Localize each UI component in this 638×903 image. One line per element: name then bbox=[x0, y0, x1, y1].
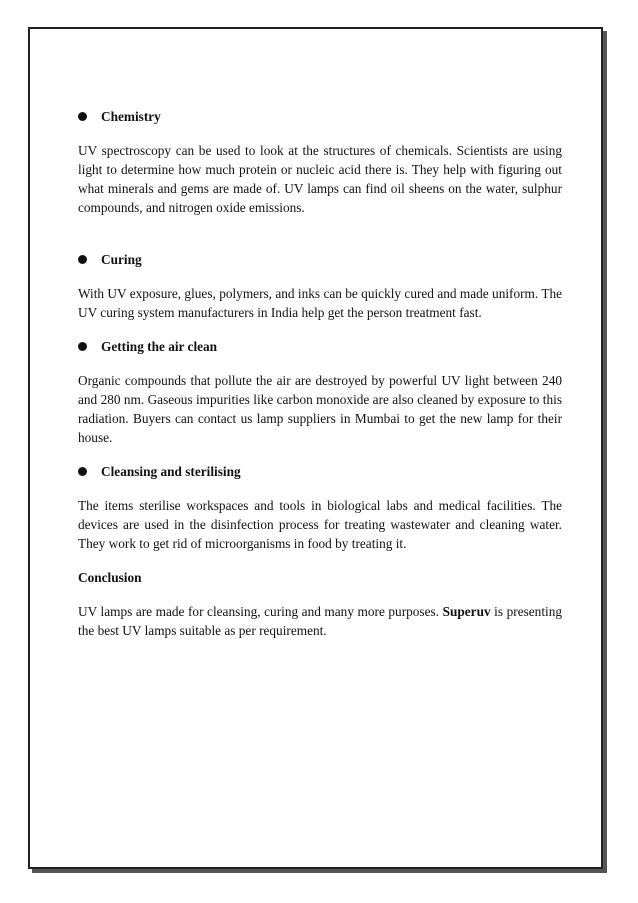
conclusion-heading: Conclusion bbox=[78, 570, 142, 585]
bullet-icon bbox=[78, 255, 87, 264]
document-content bbox=[78, 107, 562, 640]
section-heading-text: Chemistry bbox=[101, 109, 161, 124]
section-heading-text: Getting the air clean bbox=[101, 339, 218, 354]
conclusion-text-end: is presenting the best UV lamps suitable as per requirement. bbox=[78, 604, 562, 638]
section-heading-text: Cleansing and sterilising bbox=[101, 464, 241, 479]
section-heading-air-clean bbox=[78, 337, 562, 356]
conclusion-body bbox=[78, 602, 562, 640]
section-body-cleansing: The items sterilise workspaces and tools in biological labs and medical facilities. The devices are used in the disinfection process for treating wastewater and cleaning water. They work to get rid of microorganisms in food by treating it. bbox=[78, 498, 562, 551]
section-heading-chemistry bbox=[78, 107, 562, 126]
bullet-icon bbox=[78, 467, 87, 476]
section-body-curing: With UV exposure, glues, polymers, and inks can be quickly cured and made uniform. The UV curing system manufacturers in India help get the person treatment fast. bbox=[78, 286, 562, 320]
bullet-icon bbox=[78, 112, 87, 121]
section-body-chemistry: UV spectroscopy can be used to look at the structures of chemicals. Scientists are using light to determine how much protein or nucleic acid there is. They help with figuring out what minerals and gems are made of. UV lamps can find oil sheens on the water, sulphur compounds, and nitrogen oxide emissions. bbox=[78, 143, 562, 215]
bullet-icon bbox=[78, 342, 87, 351]
section-heading-cleansing bbox=[78, 462, 562, 481]
section-heading-text: Curing bbox=[101, 252, 142, 267]
brand-name: Superuv bbox=[442, 604, 491, 619]
conclusion-text-start: UV lamps are made for cleansing, curing and many more purposes. bbox=[78, 604, 443, 619]
section-heading-curing bbox=[78, 250, 562, 269]
section-body-air-clean: Organic compounds that pollute the air are destroyed by powerful UV light between 240 and 280 nm. Gaseous impurities like carbon monoxide are also cleaned by exposure to this radiation. Buyers can contact us lamp suppliers in Mumbai to get the new lamp for their house. bbox=[78, 373, 562, 445]
